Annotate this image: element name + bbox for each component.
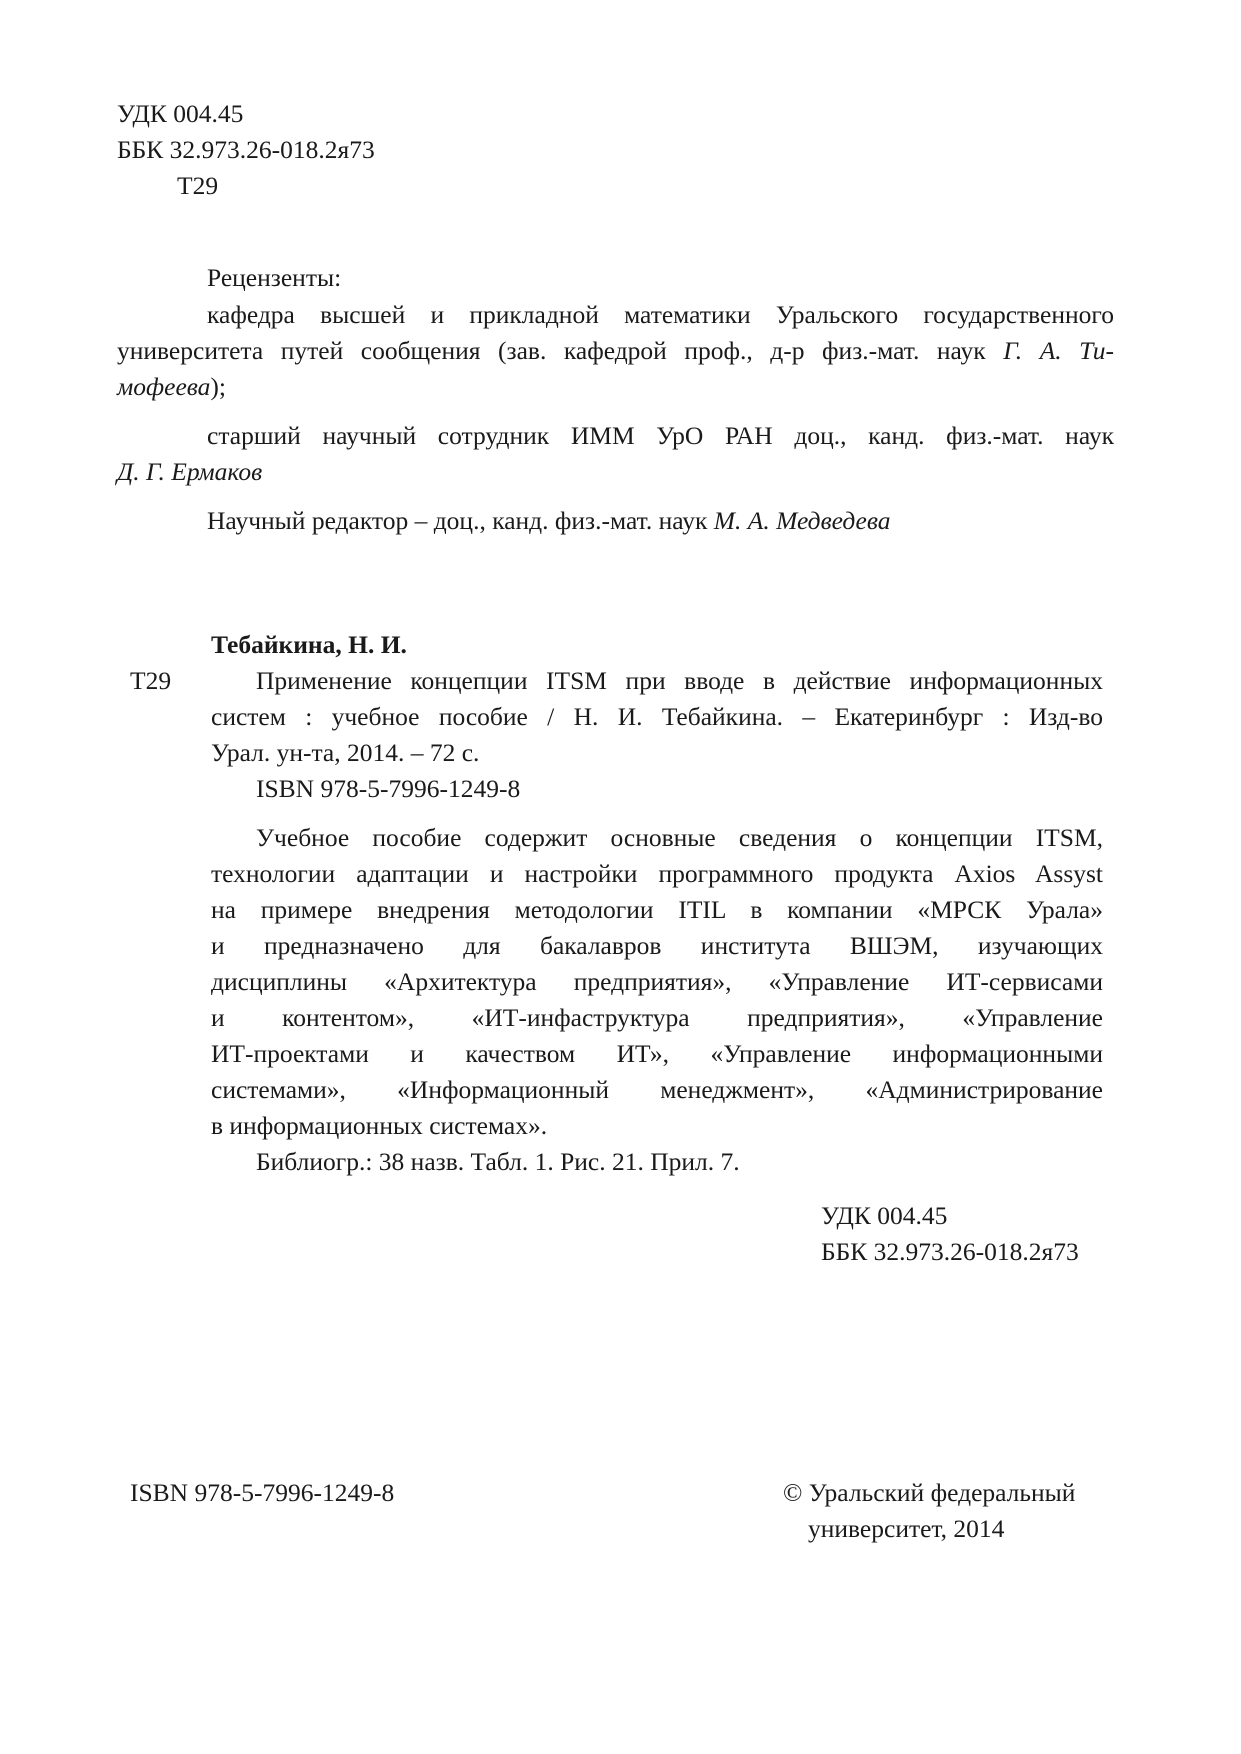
catalog-title-line-1: Применение концепции ITSM при вводе в действие информационных [256, 666, 1103, 695]
annotation-line-2: технологии адаптации и настройки программного продукта Axios Assyst [211, 859, 1103, 888]
catalog-title-line-2: систем : учебное пособие / Н. И. Тебайкина. – Екатеринбург : Изд-во [211, 702, 1103, 731]
reviewer-1-line-2 [117, 333, 1114, 369]
annotation-line-9: в информационных системах». [211, 1111, 548, 1140]
reviewer-2-line-1: старший научный сотрудник ИММ УрО РАН доц., канд. физ.-мат. наук [207, 421, 1114, 450]
annotation-line-6: и контентом», «ИТ-инфаструктура предприятия», «Управление [211, 1003, 1103, 1032]
editor-title: Научный редактор – доц., канд. физ.-мат. наук [207, 506, 708, 535]
copyright-line-2: университет, 2014 [808, 1514, 1005, 1543]
scientific-editor [207, 503, 891, 539]
reviewer-1-line-1: кафедра высшей и прикладной математики Уральского государственного [207, 300, 1114, 329]
udk-code: УДК 004.45 [117, 99, 244, 128]
reviewer-2-name: Д. Г. Ермаков [117, 457, 263, 486]
bibliography-summary: Библиогр.: 38 назв. Табл. 1. Рис. 21. Прил. 7. [256, 1147, 740, 1176]
footer-bbk-code: ББК 32.973.26-018.2я73 [821, 1237, 1079, 1266]
reviewer-1-affiliation: университета путей сообщения (зав. кафедрой проф., д-р физ.-мат. наук [117, 336, 986, 365]
annotation-line-3: на примере внедрения методологии ITIL в компании «МРСК Урала» [211, 895, 1103, 924]
bbk-code: ББК 32.973.26-018.2я73 [117, 135, 375, 164]
annotation-line-8: системами», «Информационный менеджмент», «Администрирование [211, 1075, 1103, 1104]
annotation-line-1: Учебное пособие содержит основные сведения о концепции ITSM, [256, 823, 1103, 852]
footer-udk-code: УДК 004.45 [821, 1201, 948, 1230]
catalog-mark: Т29 [130, 666, 172, 695]
reviewer-1-tail: ); [210, 372, 226, 401]
author-mark: Т29 [177, 171, 219, 200]
copyright-line-1: © Уральский федеральный [783, 1478, 1076, 1507]
annotation-line-4: и предназначено для бакалавров института ВШЭМ, изучающих [211, 931, 1103, 960]
reviewer-1-name-part-2: мофеева [117, 372, 211, 401]
catalog-title-line-3: Урал. ун-та, 2014. – 72 с. [211, 738, 480, 767]
bottom-isbn: ISBN 978-5-7996-1249-8 [130, 1478, 395, 1507]
reviewers-heading: Рецензенты: [207, 263, 342, 292]
catalog-author: Тебайкина, Н. И. [211, 630, 407, 659]
reviewer-1-line-3 [117, 369, 226, 405]
reviewer-1-name-part-1: Г. А. Ти- [1003, 336, 1114, 365]
editor-name: М. А. Медведева [713, 506, 891, 535]
catalog-isbn: ISBN 978-5-7996-1249-8 [256, 774, 521, 803]
annotation-line-5: дисциплины «Архитектура предприятия», «Управление ИТ-сервисами [211, 967, 1103, 996]
annotation-line-7: ИТ-проектами и качеством ИТ», «Управление информационными [211, 1039, 1103, 1068]
